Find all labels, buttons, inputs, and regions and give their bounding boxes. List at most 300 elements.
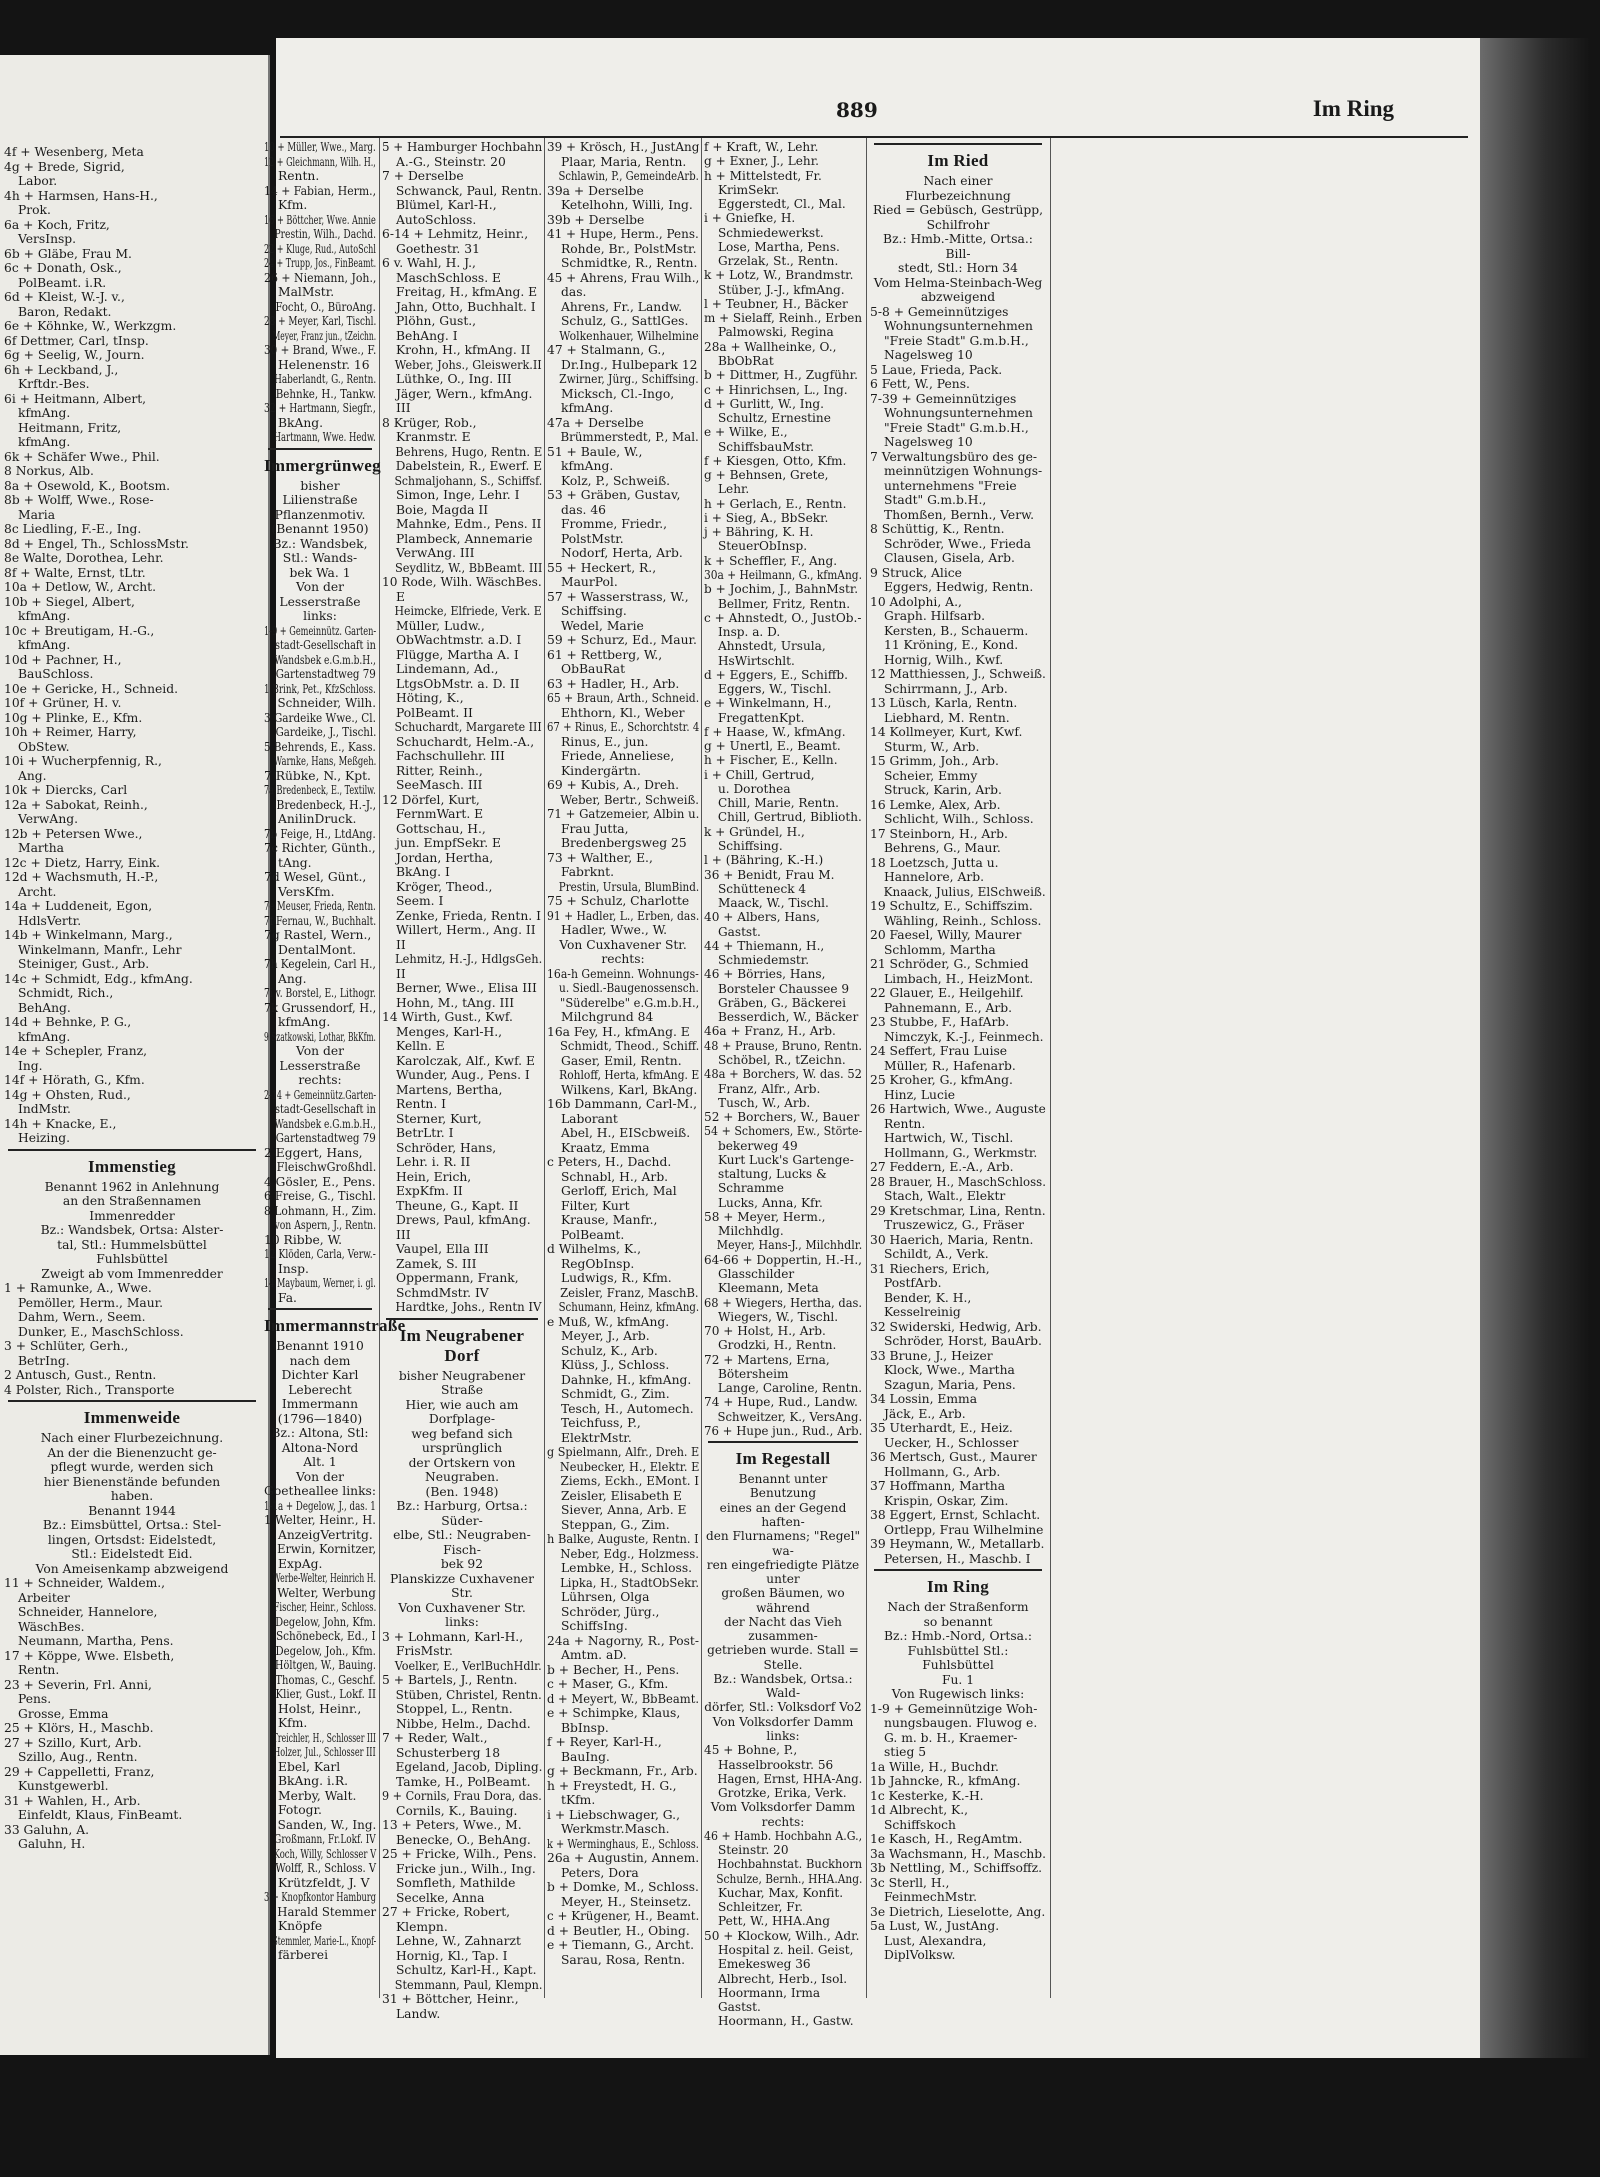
directory-entry: FeinmechMstr.	[884, 1890, 978, 1905]
directory-entry: Lehr.	[718, 482, 750, 497]
directory-entry: kfmAng.	[18, 406, 71, 420]
street-note: bisher Neugrabener Straße	[398, 1368, 526, 1398]
directory-entry: Berner, Wwe., Elisa III	[396, 981, 537, 995]
directory-entry: Steppan, G., Zim.	[561, 1517, 670, 1532]
directory-entry: Schnabl, H., Arb.	[561, 1169, 669, 1184]
directory-entry: Hinz, Lucie	[884, 1087, 956, 1102]
directory-entry: 8b + Wolff, Wwe., Rose-	[4, 493, 154, 507]
street-heading: Immergrünweg	[264, 455, 381, 475]
directory-entry: Fabrknt.	[561, 865, 615, 879]
directory-entry: PolBeamt. II	[396, 705, 473, 720]
directory-entry: Schramme	[718, 1181, 784, 1196]
directory-entry: 31 + Wahlen, H., Arb.	[4, 1793, 141, 1808]
directory-entry: 10d + Pachner, H.,	[4, 652, 122, 667]
directory-entry: 1-1a + Degelow, J., das. 1	[264, 1498, 376, 1513]
directory-entry: Schmiedewerkst.	[718, 225, 824, 240]
directory-entry: 39 + Krösch, H., JustAng	[547, 140, 700, 154]
street-note: pflegt wurde, werden sich	[50, 1460, 214, 1475]
street-note: Von Ameisenkamp abzweigend	[35, 1561, 229, 1576]
directory-entry: Stach, Walt., Elektr	[884, 1189, 1006, 1204]
street-note: Benannt unter Benutzung	[738, 1472, 828, 1501]
directory-entry: Karolczak, Alf., Kwf. E	[396, 1053, 535, 1068]
directory-entry: Wähling, Reinh., Schloss.	[884, 913, 1042, 928]
directory-entry: SeeMasch. III	[396, 778, 483, 792]
directory-entry: staltung, Lucks &	[718, 1167, 827, 1182]
directory-entry: Micksch, Cl.-Ingo,	[561, 386, 675, 401]
directory-entry: 21 Schröder, G., Schmied	[870, 957, 1029, 972]
directory-entry: Schleitzer, Fr.	[718, 1900, 803, 1915]
directory-entry: Dahm, Wern., Seem.	[18, 1310, 146, 1325]
directory-entry: d + Beutler, H., Obing.	[547, 1923, 690, 1938]
directory-entry: Tesch, H., Automech.	[561, 1401, 694, 1416]
directory-entry: Wunder, Aug., Pens. I	[396, 1068, 530, 1082]
directory-entry: Schiffskoch	[884, 1817, 956, 1832]
directory-entry: Borsteler Chaussee 9	[718, 981, 850, 996]
directory-entry: 64-66 + Doppertin, H.-H.,	[704, 1252, 863, 1267]
street-note: so benannt	[923, 1614, 993, 1629]
directory-entry: 11 + Schneider, Waldem.,	[4, 1576, 166, 1591]
street-note: Vom Helma-Steinbach-Weg	[873, 275, 1043, 290]
directory-entry: 46 + Hamb. Hochbahn A.G.,	[704, 1828, 863, 1843]
directory-entry: II	[396, 937, 406, 952]
street-heading: Im Neugrabener Dorf	[399, 1325, 525, 1365]
directory-entry: 28 + Meyer, Karl, Tischl.	[264, 314, 377, 328]
directory-entry: 27 + Szillo, Kurt, Arb.	[4, 1735, 142, 1750]
directory-entry: 55 + Heckert, R.,	[547, 560, 657, 575]
directory-entry: 71 + Gatzemeier, Albin u.	[547, 807, 700, 821]
directory-entry: Hoormann, Irma	[718, 1985, 821, 2000]
directory-entry: Welter, Werbung	[277, 1585, 376, 1600]
directory-entry: 72 + Martens, Erna,	[704, 1352, 830, 1367]
directory-entry: h Balke, Auguste, Rentn. I	[547, 1532, 699, 1546]
directory-entry: 14c + Schmidt, Edg., kfmAng.	[4, 971, 193, 986]
directory-entry: Glasschilder	[718, 1266, 795, 1281]
directory-entry: 3b Nettling, M., Schiffsoffz.	[870, 1861, 1043, 1876]
directory-entry: stadt-Gesellschaft in	[275, 1102, 376, 1117]
directory-entry: 12 Matthiessen, J., Schweiß.	[870, 667, 1046, 682]
directory-entry: Krohn, H., kfmAng. II	[396, 343, 531, 357]
column-rule	[379, 138, 380, 1998]
directory-entry: 6f Dettmer, Carl, tInsp.	[4, 333, 149, 348]
directory-entry: 1e Kasch, H., RegAmtm.	[870, 1832, 1023, 1847]
directory-entry: 7 Rübke, N., Kpt.	[264, 768, 371, 783]
directory-entry: 53 + Gräben, Gustav,	[547, 488, 681, 502]
directory-entry: VerwAng. III	[396, 546, 475, 560]
heading-divider	[874, 1569, 1042, 1571]
street-note: an den Straßennamen	[62, 1194, 202, 1209]
directory-entry: 22 Glauer, E., Heilgehilf.	[870, 986, 1024, 1001]
directory-entry: 8 Norkus, Alb.	[4, 464, 94, 478]
directory-entry: 47 + Stalmann, G.,	[547, 343, 666, 357]
directory-entry: 48 + Prause, Bruno, Rentn.	[704, 1038, 862, 1053]
directory-entry: 19 Schultz, E., Schiffszim.	[870, 899, 1033, 914]
directory-entry: Insp.	[278, 1261, 309, 1276]
directory-entry: Schuchardt, Helm.-A.,	[396, 734, 535, 749]
directory-entry: 27 Feddern, E.-A., Arb.	[870, 1160, 1014, 1175]
directory-entry: HdlsVertr.	[18, 913, 82, 928]
directory-entry: Nimczyk, K.-J., Feinmech.	[884, 1029, 1044, 1044]
directory-entry: Jahn, Otto, Buchhalt. I	[396, 299, 536, 314]
directory-entry: Rentn.	[278, 169, 320, 183]
directory-entry: Hadler, Wwe., W.	[561, 923, 668, 937]
directory-entry: Kuchar, Max, Konfit.	[718, 1885, 844, 1900]
directory-entry: Wohnungsunternehmen	[884, 319, 1033, 334]
directory-entry: 29 + Cappelletti, Franz,	[4, 1764, 155, 1779]
directory-entry: Helenenstr. 16	[278, 357, 370, 372]
directory-entry: Voelker, E., VerlBuchHdlr.	[394, 1658, 542, 1673]
directory-entry: g + Beckmann, Fr., Arb.	[547, 1764, 698, 1778]
directory-entry: Klüss, J., Schloss.	[561, 1358, 670, 1372]
directory-entry: Schlawin, P., GemeindeArb.	[558, 169, 699, 183]
directory-entry: 16a Fey, H., kfmAng. E	[547, 1024, 690, 1039]
directory-entry: ElektrMstr.	[561, 1430, 632, 1445]
directory-entry: unternehmens "Freie	[884, 478, 1017, 493]
directory-entry: Gardeike, J., Tischl.	[275, 725, 377, 740]
directory-entry: Fachschullehr. III	[396, 749, 505, 763]
directory-entry: von Aspern, J., Rentn.	[274, 1218, 377, 1233]
directory-entry: FrisMstr.	[396, 1644, 453, 1659]
directory-entry: 68 + Wiegers, Hertha, das.	[704, 1295, 863, 1310]
street-note: dörfer, Stl.: Volksdorf Vo2	[704, 1700, 862, 1715]
directory-entry: 20 Faesel, Willy, Maurer	[870, 928, 1022, 943]
directory-entry: Holst, Heinr.,	[278, 1701, 362, 1716]
directory-entry: Egeland, Jacob, Dipling.	[395, 1760, 543, 1775]
directory-entry: nungsbaugen. Fluwog e.	[884, 1716, 1038, 1731]
directory-entry: 3 + Knopfkontor Hamburg	[264, 1890, 377, 1905]
directory-entry: 3a Wachsmann, H., Maschb.	[870, 1846, 1047, 1861]
directory-entry: Hollmann, G., Arb.	[884, 1464, 1001, 1479]
directory-entry: Fa.	[278, 1290, 297, 1305]
directory-entry: Bredenbergsweg 25	[561, 836, 687, 850]
street-note: Alt. 1	[303, 1455, 337, 1470]
directory-entry: Winkelmann, Manfr., Lehr	[18, 942, 182, 957]
directory-entry: Fotogr.	[278, 1803, 322, 1818]
street-note: großen Bäumen, wo während	[721, 1586, 845, 1615]
directory-entry: 1-9 + Gemeinnützige Woh-	[870, 1701, 1038, 1716]
column-rule	[1050, 138, 1051, 1998]
directory-entry: Hornig, Wilh., Kwf.	[884, 652, 1004, 667]
directory-entry: 17 + Köppe, Wwe. Elsbeth,	[4, 1648, 175, 1663]
directory-entry: 36 + Benidt, Frau M.	[704, 867, 835, 882]
directory-entry: Schmaljohann, S., Schiffsf.	[394, 473, 543, 488]
directory-entry: 10k + Diercks, Carl	[4, 783, 128, 797]
directory-entry: Chill, Marie, Rentn.	[718, 796, 839, 811]
directory-entry: MalMstr.	[278, 285, 335, 299]
directory-entry: 6e + Köhnke, W., Werkzgm.	[4, 319, 177, 333]
directory-entry: 63 + Hadler, H., Arb.	[547, 676, 680, 691]
directory-entry: 7 + Reder, Walt.,	[382, 1731, 488, 1746]
directory-entry: 15 Grimm, Joh., Arb.	[870, 754, 999, 769]
directory-entry: G. m. b. H., Kraemer-	[884, 1730, 1018, 1745]
directory-entry: Nagelsweg 10	[884, 348, 973, 363]
directory-entry: 3 Gardeike Wwe., Cl.	[264, 710, 376, 725]
directory-entry: f + Haase, W., kfmAng.	[704, 724, 846, 739]
directory-entry: Klock, Wwe., Martha	[884, 1363, 1015, 1378]
directory-entry: Hochbahnstat. Buckhorn	[717, 1857, 863, 1872]
directory-entry: 8 Lohmann, H., Zim.	[264, 1203, 377, 1218]
directory-entry: 22 + Kluge, Rud., AutoSchl	[264, 241, 376, 256]
street-note: Von Cuxhavener Str. rechts:	[559, 937, 687, 966]
directory-entry: "Freie Stadt" G.m.b.H.,	[884, 420, 1029, 435]
directory-entry: 6g + Seelig, W., Journ.	[4, 348, 145, 362]
directory-entry: Meyer, H., Steinsetz.	[561, 1894, 692, 1909]
directory-entry: Heimcke, Elfriede, Verk. E	[394, 604, 542, 618]
directory-entry: FleischwGroßhdl.	[276, 1160, 377, 1175]
directory-entry: 23 Stubbe, F., HafArb.	[870, 1015, 1010, 1030]
directory-entry: 17 Steinborn, H., Arb.	[870, 826, 1008, 841]
directory-entry: Kranmstr. E	[396, 430, 471, 444]
street-note: Bz.: Hmb.-Mitte, Ortsa.: Bill-	[883, 232, 1033, 261]
directory-entry: Focht, O., BüroAng.	[275, 299, 376, 314]
directory-entry: BkAng. I	[396, 865, 450, 879]
directory-entry: Seem. I	[396, 894, 444, 908]
directory-entry: Prok.	[18, 203, 51, 217]
directory-entry: 12a + Sabokat, Reinh.,	[4, 797, 148, 812]
directory-entry: k + Werminghaus, E., Schloss.	[547, 1836, 699, 1851]
directory-entry: 4f + Wesenberg, Meta	[4, 145, 144, 159]
directory-entry: 76 + Hupe jun., Rud., Arb.	[704, 1423, 863, 1438]
column-5	[704, 140, 862, 2029]
directory-entry: 75 + Schulz, Charlotte	[547, 894, 690, 908]
directory-entry: 10f + Grüner, H. v.	[4, 696, 122, 710]
directory-entry: Gartenstadtweg 79	[275, 1131, 376, 1146]
street-note: haben.	[110, 1489, 154, 1504]
directory-entry: b + Domke, M., Schloss.	[547, 1880, 699, 1894]
directory-entry: Gräben, G., Bäckerei	[718, 995, 846, 1010]
directory-entry: 6d + Kleist, W.-J. v.,	[4, 290, 125, 304]
directory-entry: 40 + Albers, Hans,	[704, 910, 820, 925]
street-note: stedt, Stl.: Horn 34	[898, 261, 1018, 276]
directory-entry: 31 + Böttcher, Heinr.,	[382, 1992, 519, 2007]
directory-entry: 16b Dammann, Carl-M.,	[547, 1097, 698, 1111]
street-heading: Im Ried	[927, 151, 989, 170]
directory-entry: Wiegers, W., Tischl.	[718, 1309, 839, 1324]
directory-entry: MaurPol.	[561, 575, 618, 589]
directory-entry: 18 Loetzsch, Jutta u.	[870, 855, 999, 870]
directory-entry: h + Freystedt, H. G.,	[547, 1778, 677, 1793]
directory-entry: 6 Freise, G., Tischl.	[264, 1189, 376, 1204]
directory-entry: ExpKfm. II	[396, 1184, 463, 1198]
directory-entry: i + Liebschwager, G.,	[547, 1807, 680, 1822]
directory-entry: 28 Brauer, H., MaschSchloss.	[870, 1174, 1046, 1189]
directory-entry: PolBeamt.	[561, 1227, 625, 1242]
directory-entry: 39a + Derselbe	[547, 183, 644, 198]
directory-entry: 7e Meuser, Frieda, Rentn.	[264, 899, 376, 914]
directory-entry: 25 + Fricke, Wilh., Pens.	[382, 1847, 537, 1862]
directory-entry: WäschBes.	[18, 1619, 85, 1634]
directory-entry: 69 + Kubis, A., Dreh.	[547, 778, 679, 792]
street-note: weg befand sich ursprünglich	[411, 1426, 513, 1456]
directory-entry: 5 + Bartels, J., Rentn.	[382, 1673, 518, 1688]
directory-entry: Schmidt, Rich.,	[18, 986, 114, 1000]
directory-entry: BauSchloss.	[18, 667, 94, 681]
directory-entry: MaschSchloss. E	[396, 270, 502, 285]
directory-entry: Ang.	[18, 768, 47, 783]
directory-entry: Gerloff, Erich, Mal	[561, 1184, 677, 1198]
directory-entry: Secelke, Anna	[396, 1890, 485, 1905]
directory-entry: 6i + Heitmann, Albert,	[4, 391, 147, 406]
directory-entry: 2 Eggert, Hans,	[264, 1145, 363, 1160]
directory-entry: Kolz, P., Schweiß.	[561, 473, 671, 488]
street-note: Ried = Gebüsch, Gestrüpp,	[872, 203, 1044, 218]
directory-entry: Stadt" G.m.b.H.,	[884, 493, 987, 508]
street-note: lingen, Ortsdst: Eidelstedt,	[47, 1532, 217, 1547]
directory-entry: das. 46	[561, 502, 606, 517]
directory-entry: Pemöller, Herm., Maur.	[18, 1295, 164, 1310]
column-rule	[866, 138, 867, 1998]
directory-entry: 7 + Derselbe	[382, 169, 464, 183]
directory-entry: 8a + Osewold, K., Bootsm.	[4, 478, 171, 493]
directory-entry: Prestin, Ursula, BlumBind.	[558, 879, 700, 894]
street-note: Nach der Straßenform	[887, 1600, 1029, 1615]
directory-entry: Schuchardt, Margarete III	[394, 720, 542, 734]
street-note: Planskizze Cuxhavener Str.	[389, 1571, 535, 1601]
directory-entry: färberei	[278, 1948, 328, 1963]
directory-entry: 1a Wille, H., Buchdr.	[870, 1759, 999, 1774]
directory-entry: Lindemann, Ad.,	[396, 662, 499, 676]
directory-entry: Schumann, Heinz, kfmAng.	[558, 1300, 700, 1314]
directory-entry: b + Becher, H., Pens.	[547, 1662, 680, 1677]
directory-entry: bekerweg 49	[718, 1138, 798, 1153]
directory-entry: Gastst.	[718, 2000, 761, 2015]
directory-entry: Werbe-Welter, Heinrich H.	[272, 1571, 376, 1586]
directory-entry: Kfm.	[278, 1716, 308, 1731]
directory-entry: Schultz, Ernestine	[718, 411, 831, 426]
directory-entry: Zenke, Frieda, Rentn. I	[396, 908, 541, 923]
directory-entry: 36 Mertsch, Gust., Maurer	[870, 1450, 1037, 1465]
directory-entry: Maack, W., Tischl.	[718, 896, 829, 911]
directory-entry: Treichler, H., Schlosser III	[272, 1730, 376, 1745]
street-note: Von Cuxhavener Str. links:	[398, 1600, 526, 1630]
directory-entry: BetrLtr. I	[396, 1126, 454, 1140]
directory-entry: Nagelsweg 10	[884, 435, 973, 450]
directory-entry: Kleemann, Meta	[718, 1281, 819, 1296]
directory-entry: ObBauRat	[561, 662, 626, 676]
directory-entry: 7h Kegelein, Carl H.,	[264, 957, 376, 972]
directory-entry: 16 + Böttcher, Wwe. Annie	[264, 212, 376, 227]
directory-entry: Weber, Johs., Gleiswerk.II	[394, 357, 542, 372]
directory-entry: Steinstr. 20	[718, 1843, 789, 1858]
directory-entry: Werkmstr.Masch.	[561, 1822, 670, 1836]
directory-entry: Erwin, Kornitzer,	[277, 1542, 377, 1557]
street-note: eines an der Gegend haften-	[719, 1500, 847, 1530]
directory-entry: kfmAng.	[18, 1029, 71, 1044]
directory-entry: Amtm. aD.	[561, 1648, 627, 1662]
directory-entry: 14e + Schepler, Franz,	[4, 1044, 148, 1058]
directory-entry: 8 Schüttig, K., Rentn.	[870, 522, 1005, 537]
directory-entry: Fricke jun., Wilh., Ing.	[396, 1861, 536, 1876]
directory-entry: Fromme, Friedr.,	[561, 517, 668, 531]
directory-entry: Chill, Gertrud, Biblioth.	[717, 810, 862, 825]
directory-entry: 6h + Leckband, J.,	[4, 362, 119, 377]
directory-entry: Prestin, Wilh., Dachd.	[274, 227, 377, 241]
directory-entry: Pahnemann, E., Arb.	[884, 1000, 1013, 1015]
directory-entry: Schmiedemstr.	[718, 953, 810, 968]
directory-entry: Plöhn, Gust.,	[396, 314, 477, 328]
directory-entry: Palmowski, Regina	[718, 325, 834, 340]
directory-entry: 10i + Wucherpfennig, R.,	[4, 754, 162, 768]
street-heading: Immenweide	[83, 1408, 181, 1428]
directory-entry: Meyer, Hans-J., Milchhdlr.	[716, 1238, 863, 1253]
directory-entry: Schröder, Horst, BauArb.	[884, 1334, 1042, 1349]
directory-entry: 58 + Meyer, Herm.,	[704, 1209, 826, 1224]
directory-entry: 6a + Koch, Fritz,	[4, 217, 110, 232]
heading-divider	[874, 143, 1042, 145]
directory-entry: 7f Fernau, W., Buchhalt.	[264, 913, 377, 928]
street-note: Bz.: Harburg, Ortsa.: Süder-	[396, 1499, 528, 1528]
directory-entry: 14a + Luddeneit, Egon,	[4, 899, 153, 913]
directory-entry: 7-39 + Gemeinnütziges	[870, 391, 1017, 406]
directory-entry: 10g + Plinke, E., Kfm.	[4, 710, 143, 725]
directory-entry: Klempn.	[396, 1919, 448, 1934]
directory-entry: Ortlepp, Frau Wilhelmine	[884, 1522, 1044, 1537]
directory-entry: 65 + Braun, Arth., Schneid.	[547, 691, 700, 705]
directory-entry: Kraatz, Emma	[561, 1140, 650, 1155]
directory-entry: Schiffsing.	[561, 604, 627, 618]
directory-entry: Petersen, H., Maschb. I	[884, 1551, 1031, 1566]
directory-entry: Hartmann, Wwe. Hedw.	[273, 430, 376, 444]
heading-divider	[386, 1318, 538, 1320]
directory-entry: BbObRat	[718, 353, 774, 368]
directory-entry: Bredenbeck, H.-J.,	[276, 797, 377, 812]
directory-entry: 38 Eggert, Ernst, Schlacht.	[870, 1508, 1041, 1523]
directory-entry: 10c + Breutigam, H.-G.,	[4, 623, 155, 638]
directory-entry: Hannelore, Arb.	[884, 870, 985, 885]
directory-entry: E	[396, 589, 405, 604]
directory-entry: 34 Lossin, Emma	[870, 1392, 978, 1407]
column-6	[870, 140, 1046, 1963]
directory-entry: BkAng. i.R.	[278, 1774, 348, 1789]
directory-entry: 59 + Schurz, Ed., Maur.	[547, 633, 697, 647]
directory-entry: 2 Antusch, Gust., Rentn.	[4, 1368, 157, 1383]
street-note: abzweigend	[920, 290, 996, 305]
directory-entry: 14b + Winkelmann, Marg.,	[4, 928, 173, 942]
directory-entry: 8 Krüger, Rob.,	[382, 415, 477, 430]
directory-entry: Eggers, W., Tischl.	[718, 682, 832, 697]
directory-entry: RegObInsp.	[561, 1256, 635, 1271]
directory-entry: Uecker, H., Schlosser	[884, 1435, 1019, 1450]
directory-entry: f + Reyer, Karl-H.,	[547, 1735, 662, 1749]
directory-entry: Sterner, Kurt,	[396, 1111, 482, 1126]
directory-entry: Schröder, Hans,	[396, 1140, 497, 1155]
directory-entry: g + Behnsen, Grete,	[704, 468, 829, 483]
directory-entry: Lehmitz, H.-J., HdlgsGeh.	[395, 952, 543, 966]
directory-entry: 24 Seffert, Frau Luise	[870, 1044, 1008, 1059]
directory-entry: Grodzki, H., Rentn.	[718, 1338, 837, 1353]
page-number: 889	[836, 98, 878, 122]
directory-entry: III	[396, 1227, 411, 1242]
directory-entry: Limbach, H., HeizMont.	[884, 971, 1034, 986]
heading-divider	[268, 448, 372, 450]
directory-entry: Lehne, W., Zahnarzt	[396, 1934, 521, 1949]
directory-entry: Willert, Herm., Ang. II	[396, 923, 536, 937]
directory-entry: Rohde, Br., PolstMstr.	[561, 241, 697, 256]
directory-entry: c + Krügener, H., Beamt.	[547, 1909, 700, 1923]
directory-entry: BkAng.	[278, 415, 324, 430]
directory-entry: Tamke, H., PolBeamt.	[396, 1774, 531, 1789]
directory-entry: Schmidtke, R., Rentn.	[561, 256, 698, 270]
street-note: Schilfrohr	[926, 217, 990, 232]
street-note: Stl.: Eidelstedt Eid.	[71, 1547, 193, 1562]
directory-entry: Stoppel, L., Rentn.	[396, 1702, 513, 1717]
directory-entry: Liebhard, M. Rentn.	[884, 710, 1010, 725]
directory-entry: Stemmann, Paul, Klempn.	[394, 1977, 543, 1992]
directory-entry: Ziems, Eckh., EMont. I	[560, 1474, 700, 1488]
directory-entry: 33 Galuhn, A.	[4, 1822, 90, 1837]
directory-entry: c Peters, H., Dachd.	[547, 1155, 672, 1169]
directory-entry: 61 + Rettberg, W.,	[547, 647, 663, 662]
directory-entry: meinnützigen Wohnungs-	[884, 464, 1043, 479]
